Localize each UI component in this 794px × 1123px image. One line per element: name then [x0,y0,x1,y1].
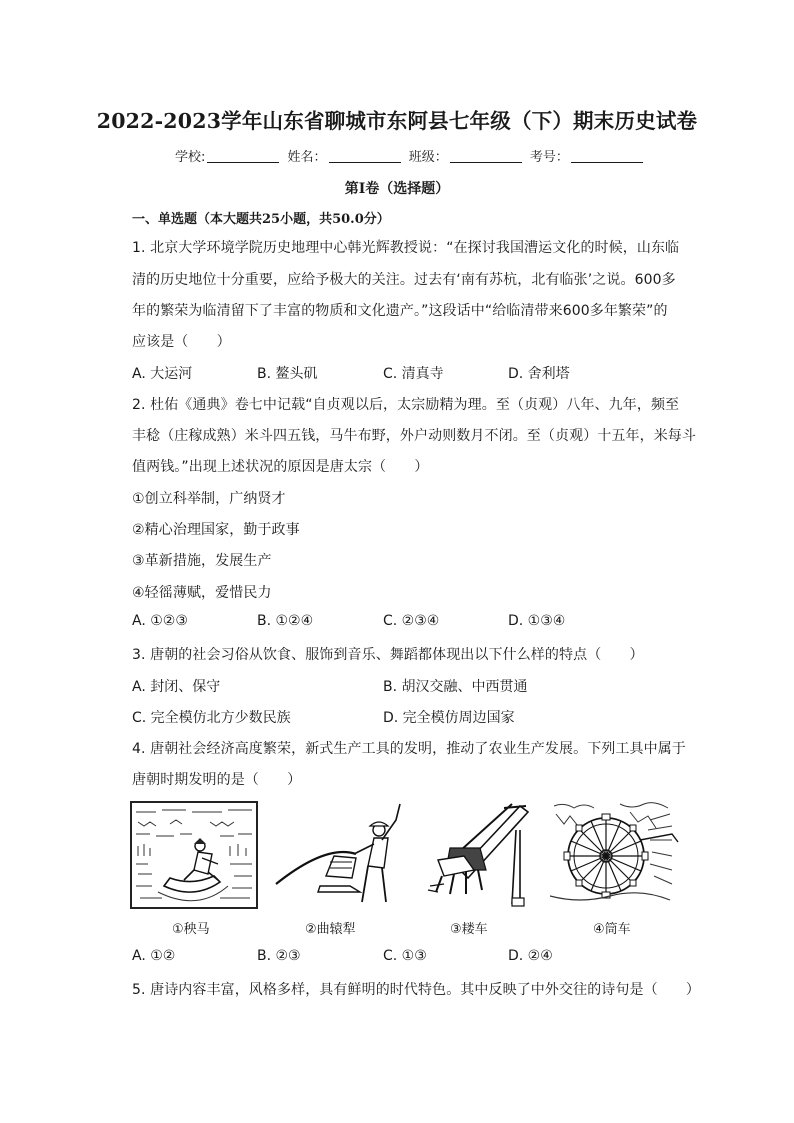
q2-option-b[interactable]: B. ①②④ [257,613,314,629]
louche-illustration [420,800,550,912]
q3-option-d[interactable]: D. 完全模仿周边国家 [383,710,515,726]
q1-line: 1. 北京大学环境学院历史地理中心韩光辉教授说：“在探讨我国漕运文化的时候，山东临 [132,240,680,256]
q1-option-c[interactable]: C. 清真寺 [383,366,444,382]
q2-item: ④轻徭薄赋，爱惜民力 [132,585,272,601]
volume-title: 第I卷（选择题） [344,181,450,197]
class-label: 班级： [408,150,448,165]
q3-option-c[interactable]: C. 完全模仿北方少数民族 [132,710,291,726]
q1-option-a[interactable]: A. 大运河 [132,366,193,382]
q2-line: 2. 杜佑《通典》卷七中记载“自贞观以后，太宗励精为理。至（贞观）八年、九年，频至 [132,397,680,413]
q2-item: ①创立科举制，广纳贤才 [132,491,286,507]
figure-caption-2: ②曲辕犁 [305,922,356,937]
class-blank[interactable] [450,150,522,163]
section-title: 一、单选题（本大题共25小题，共50.0分） [132,212,390,227]
quyuanli-illustration [270,800,410,912]
q2-option-c[interactable]: C. ②③④ [383,613,440,629]
school-label: 学校: [175,150,206,165]
q4-option-d[interactable]: D. ②④ [508,948,553,964]
figure-caption-1: ①秧马 [172,922,210,937]
figure-caption-3: ③耧车 [450,922,488,937]
tongche-illustration [550,800,680,912]
q4-line: 4. 唐朝社会经济高度繁荣，新式生产工具的发明，推动了农业生产发展。下列工具中属于 [132,741,686,757]
q2-line: 值两钱。”出现上述状况的原因是唐太宗（ ） [132,459,429,475]
student-info-row [175,146,647,165]
q2-line: 丰稔（庄稼成熟）米斗四五钱，马牛布野，外户动则数月不闭。至（贞观）十五年，米每斗 [132,428,696,444]
yangma-illustration [130,800,260,912]
school-blank[interactable] [207,150,279,163]
name-blank[interactable] [329,150,401,163]
q1-line: 清的历史地位十分重要，应给予极大的关注。过去有‘南有苏杭，北有临张’之说。600多 [132,272,676,288]
q4-line: 唐朝时期发明的是（ ） [132,772,302,788]
q2-option-a[interactable]: A. ①②③ [132,613,188,629]
q3-line: 3. 唐朝的社会习俗从饮食、服饰到音乐、舞蹈都体现出以下什么样的特点（ ） [132,647,644,663]
q2-item: ②精心治理国家，勤于政事 [132,522,300,538]
q1-option-d[interactable]: D. 舍利塔 [508,366,570,382]
q4-option-c[interactable]: C. ①③ [383,948,427,964]
q1-line: 应该是（ ） [132,334,231,350]
name-label: 姓名： [287,150,327,165]
q2-item: ③革新措施，发展生产 [132,553,272,569]
q5-line: 5. 唐诗内容丰富，风格多样，具有鲜明的时代特色。其中反映了中外交往的诗句是（ ） [132,982,701,998]
q4-option-a[interactable]: A. ①② [132,948,176,964]
q3-option-b[interactable]: B. 胡汉交融、中西贯通 [383,679,528,695]
figure-caption-4: ④筒车 [593,922,631,937]
q1-option-b[interactable]: B. 鳌头矶 [257,366,318,382]
exam-no-label: 考号： [529,150,569,165]
page-title: 2022-2023学年山东省聊城市东阿县七年级（下）期末历史试卷 [96,109,698,133]
q1-line: 年的繁荣为临清留下了丰富的物质和文化遗产。”这段话中“给临清带来600多年繁荣”的 [132,303,668,319]
q3-option-a[interactable]: A. 封闭、保守 [132,679,221,695]
q4-option-b[interactable]: B. ②③ [257,948,301,964]
q2-option-d[interactable]: D. ①③④ [508,613,566,629]
exam-no-blank[interactable] [571,150,643,163]
